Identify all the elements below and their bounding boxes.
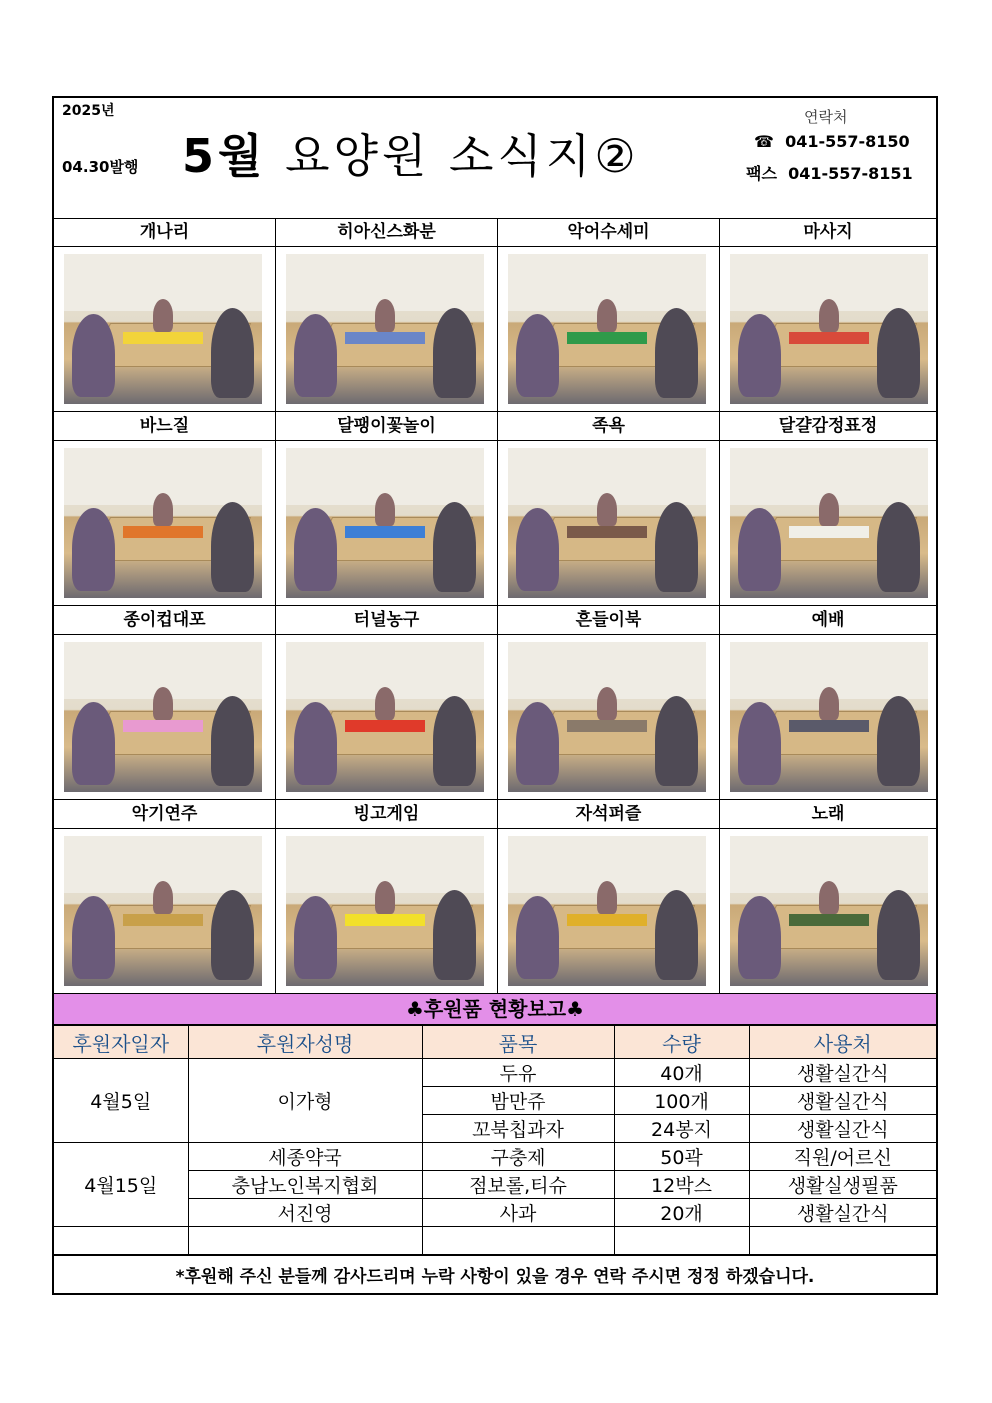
fax-line bbox=[746, 161, 913, 184]
activity-caption: 예배 bbox=[720, 606, 936, 635]
fax-label: 팩스 bbox=[746, 164, 777, 183]
activity-caption: 족욕 bbox=[498, 412, 719, 441]
empty-cell bbox=[614, 1227, 749, 1255]
activity-photo bbox=[730, 448, 928, 598]
issue-year: 2025년 bbox=[62, 103, 115, 119]
activity-cell bbox=[276, 800, 498, 994]
contact-label: 연락처 bbox=[804, 108, 848, 126]
table-row bbox=[54, 1059, 936, 1087]
phone-line bbox=[754, 132, 910, 151]
activity-caption: 터널농구 bbox=[276, 606, 497, 635]
column-header: 품목 bbox=[422, 1026, 614, 1059]
newsletter-frame bbox=[52, 96, 938, 1295]
donor-name: 이가형 bbox=[188, 1059, 422, 1143]
activity-cell bbox=[498, 412, 720, 606]
activity-caption: 개나리 bbox=[54, 218, 275, 247]
column-header: 수량 bbox=[614, 1026, 749, 1059]
item-quantity: 12박스 bbox=[614, 1171, 749, 1199]
item-name: 사과 bbox=[422, 1199, 614, 1227]
item-quantity: 24봉지 bbox=[614, 1115, 749, 1143]
activity-photo bbox=[730, 836, 928, 986]
donor-name: 충남노인복지협회 bbox=[188, 1171, 422, 1199]
activity-photo bbox=[64, 836, 262, 986]
activity-caption: 달걀감정표정 bbox=[720, 412, 936, 441]
activity-photo bbox=[730, 254, 928, 404]
donor-name: 세종약국 bbox=[188, 1143, 422, 1171]
donor-name: 서진영 bbox=[188, 1199, 422, 1227]
activity-cell bbox=[54, 412, 276, 606]
activity-photo bbox=[286, 254, 484, 404]
phone-number: 041-557-8150 bbox=[785, 132, 910, 151]
item-name: 꼬북칩과자 bbox=[422, 1115, 614, 1143]
activity-caption: 바느질 bbox=[54, 412, 275, 441]
activity-cell bbox=[54, 218, 276, 412]
column-header: 사용처 bbox=[749, 1026, 936, 1059]
title-text: 요양원 소식지② bbox=[266, 129, 640, 183]
title-month: 5월 bbox=[182, 129, 267, 183]
item-usage: 직원/어르신 bbox=[749, 1143, 936, 1171]
item-usage: 생활실간식 bbox=[749, 1115, 936, 1143]
activity-caption: 악어수세미 bbox=[498, 218, 719, 247]
empty-cell bbox=[749, 1227, 936, 1255]
item-name: 두유 bbox=[422, 1059, 614, 1087]
column-header: 후원자일자 bbox=[54, 1026, 188, 1059]
activity-cell bbox=[276, 606, 498, 800]
empty-cell bbox=[422, 1227, 614, 1255]
table-row-empty bbox=[54, 1227, 936, 1255]
item-name: 점보롤,티슈 bbox=[422, 1171, 614, 1199]
activity-caption: 자석퍼즐 bbox=[498, 800, 719, 829]
item-usage: 생활실간식 bbox=[749, 1087, 936, 1115]
item-quantity: 100개 bbox=[614, 1087, 749, 1115]
activity-caption: 빙고게임 bbox=[276, 800, 497, 829]
activity-cell bbox=[720, 606, 936, 800]
item-usage: 생활실간식 bbox=[749, 1199, 936, 1227]
donation-title: ♣후원품 현황보고♣ bbox=[54, 994, 936, 1025]
activity-photo bbox=[286, 836, 484, 986]
donation-report bbox=[54, 994, 936, 1298]
activity-cell bbox=[720, 218, 936, 412]
item-quantity: 20개 bbox=[614, 1199, 749, 1227]
activity-photo bbox=[64, 254, 262, 404]
item-name: 구충제 bbox=[422, 1143, 614, 1171]
empty-cell bbox=[188, 1227, 422, 1255]
activity-cell bbox=[498, 800, 720, 994]
activity-caption: 노래 bbox=[720, 800, 936, 829]
activity-caption: 마사지 bbox=[720, 218, 936, 247]
activity-caption: 악기연주 bbox=[54, 800, 275, 829]
activity-caption: 히아신스화분 bbox=[276, 218, 497, 247]
activity-photo bbox=[508, 642, 706, 792]
activity-cell bbox=[54, 800, 276, 994]
activity-photo bbox=[64, 642, 262, 792]
table-row bbox=[54, 1143, 936, 1171]
issue-date: 04.30발행 bbox=[62, 158, 139, 176]
donation-date: 4월15일 bbox=[54, 1143, 188, 1227]
newsletter-header bbox=[54, 98, 936, 219]
activity-cell bbox=[498, 606, 720, 800]
item-usage: 생활실생필품 bbox=[749, 1171, 936, 1199]
thank-you-note: *후원해 주신 분들께 감사드리며 누락 사항이 있을 경우 연락 주시면 정정 하겠습니다. bbox=[54, 1255, 936, 1298]
activity-caption: 종이컵대포 bbox=[54, 606, 275, 635]
fax-number: 041-557-8151 bbox=[788, 164, 913, 183]
activity-photo bbox=[730, 642, 928, 792]
activity-cell bbox=[498, 218, 720, 412]
activity-photo bbox=[508, 448, 706, 598]
page-title bbox=[182, 120, 640, 186]
empty-cell bbox=[54, 1227, 188, 1255]
item-name: 밤만쥬 bbox=[422, 1087, 614, 1115]
activity-cell bbox=[720, 412, 936, 606]
activity-cell bbox=[54, 606, 276, 800]
telephone-icon: ☎ bbox=[754, 132, 774, 151]
activity-photo bbox=[508, 836, 706, 986]
item-quantity: 40개 bbox=[614, 1059, 749, 1087]
activity-photo bbox=[508, 254, 706, 404]
activity-cell bbox=[276, 412, 498, 606]
activity-photo bbox=[286, 448, 484, 598]
activity-photo bbox=[286, 642, 484, 792]
donation-table bbox=[54, 1025, 936, 1255]
donation-date: 4월5일 bbox=[54, 1059, 188, 1143]
activity-caption: 달팽이꽃놀이 bbox=[276, 412, 497, 441]
item-quantity: 50곽 bbox=[614, 1143, 749, 1171]
item-usage: 생활실간식 bbox=[749, 1059, 936, 1087]
column-header: 후원자성명 bbox=[188, 1026, 422, 1059]
activity-photo bbox=[64, 448, 262, 598]
activity-cell bbox=[276, 218, 498, 412]
table-header-row bbox=[54, 1026, 936, 1059]
activity-caption: 흔들이북 bbox=[498, 606, 719, 635]
activity-cell bbox=[720, 800, 936, 994]
